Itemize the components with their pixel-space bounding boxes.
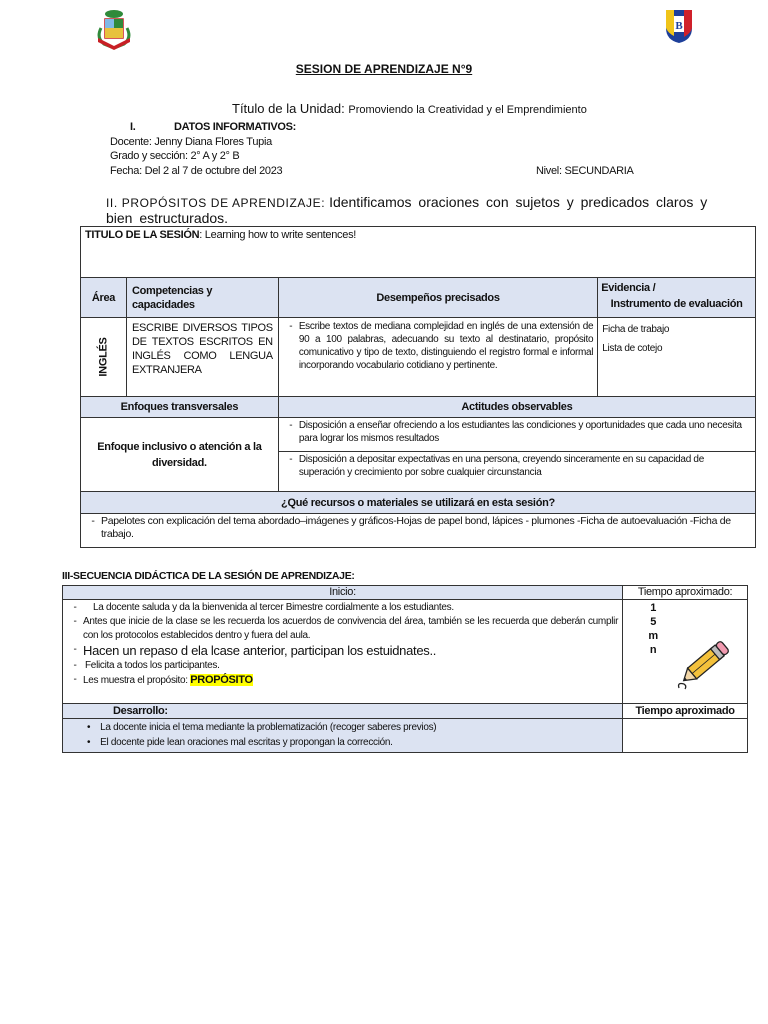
- propositos-label: II. PROPÓSITOS DE APRENDIZAJE:: [106, 196, 326, 210]
- tiempo-header-2: Tiempo aproximado: [623, 704, 748, 719]
- unit-value: Promoviendo la Creatividad y el Emprendimiento: [348, 104, 587, 116]
- datos-heading: DATOS INFORMATIVOS:: [174, 121, 297, 133]
- evidencia-2: Lista de cotejo: [602, 343, 663, 354]
- inicio-header: Inicio:: [63, 586, 623, 600]
- grado-line: Grado y sección: 2° A y 2° B: [110, 150, 240, 162]
- desarrollo-item: • El docente pide lean oraciones mal escritas y propongan la corrección.: [87, 737, 393, 748]
- session-title-label: TITULO DE LA SESIÓN: [85, 229, 200, 241]
- svg-text:B: B: [675, 20, 683, 32]
- unit-label: Título de la Unidad:: [232, 101, 345, 116]
- inicio-item: - Antes que inicie de la clase se les recuerda los acuerdos de convivencia del área, también se les recuerda que deberán cumplir con los protocolos establecidos dentro y fuera del aula.: [73, 616, 619, 641]
- desarrollo-tiempo-cell: [623, 719, 748, 753]
- nivel-line: Nivel: SECUNDARIA: [536, 165, 634, 177]
- area-value: INGLÉS: [97, 337, 110, 377]
- actitud-1-cell: - Disposición a enseñar ofreciendo a los estudiantes las condiciones y oportunidades que cada uno necesita para lograr los mismos resultados: [278, 418, 755, 452]
- desempeno-cell: - Escribe textos de mediana complejidad en inglés de una extensión de 90 a 100 palabras, adecuando su texto al destinatario, propósito comunicativo y tipo de texto, distinguiendo el registro formal e informal incorporando vocabulario cotidiano y pertinente.: [278, 318, 597, 397]
- page-title: [0, 62, 768, 76]
- propositos-value: Identificamos oraciones con sujetos y predicados claros y bien estructurados.: [106, 194, 708, 226]
- session-title-cell: [81, 227, 756, 278]
- col-header-area: Área: [81, 278, 127, 318]
- datos-heading-number: I.: [130, 121, 136, 133]
- desempeno-text: Escribe textos de mediana complejidad en inglés de una extensión de 90 a 100 palabras, adecuando su texto al destinatario, propósito comunicativo y tipo de texto, distinguiendo el registro formal e informal incorporando vocabulario cotidiano y pertinente.: [298, 321, 594, 371]
- school-shield-icon: [664, 8, 694, 44]
- actitud-1-text: Disposición a enseñar ofreciendo a los estudiantes las condiciones y oportunidades que cada uno necesita para lograr los mismos resultados: [298, 420, 742, 444]
- docente-line: Docente: Jenny Diana Flores Tupia: [110, 136, 272, 148]
- inicio-item: - Felicita a todos los participantes.: [73, 660, 220, 671]
- fecha-line: Fecha: Del 2 al 7 de octubre del 2023: [110, 165, 283, 177]
- recursos-header: ¿Qué recursos o materiales se utilizará en esta sesión?: [81, 492, 756, 514]
- col-header-competencias: Competencias y capacidades: [126, 278, 278, 318]
- desarrollo-header: Desarrollo:: [63, 704, 623, 719]
- secuencia-table: [62, 585, 748, 753]
- col-header-evidencia: [598, 278, 756, 318]
- desarrollo-cell: [63, 719, 623, 753]
- desarrollo-item: • La docente inicia el tema mediante la problematización (recoger saberes previos): [87, 722, 437, 733]
- tiempo-cell: [623, 600, 748, 704]
- evidencia-cell: [598, 318, 756, 397]
- evidencia-header-line2: Instrumento de evaluación: [610, 298, 743, 310]
- secuencia-heading: III-SECUENCIA DIDÁCTICA DE LA SESIÓN DE APRENDIZAJE:: [62, 570, 355, 582]
- tiempo-header: Tiempo aproximado:: [623, 586, 748, 600]
- actitud-2-text: Disposición a depositar expectativas en una persona, creyendo sinceramente en su capacidad de superación y crecimiento por sobre cualquier circunstancia: [298, 454, 704, 478]
- tiempo-value: 1 5 m n: [648, 602, 658, 656]
- peru-coat-of-arms-icon: [92, 8, 136, 50]
- enfoques-header: Enfoques transversales: [81, 397, 279, 418]
- inicio-cell: [63, 600, 623, 704]
- area-cell: [81, 318, 127, 397]
- recursos-text: Papelotes con explicación del tema abordado–imágenes y gráficos-Hojas de papel bond, lápices - plumones -Ficha de autoevaluación -Ficha de trabajo.: [101, 515, 731, 540]
- inicio-item: - Les muestra el propósito: PROPÓSITO: [73, 674, 253, 686]
- inicio-item: - La docente saluda y da la bienvenida al tercer Bimestre cordialmente a los estudiantes.: [73, 602, 454, 613]
- actitud-2-cell: - Disposición a depositar expectativas en una persona, creyendo sinceramente en su capacidad de superación y crecimiento por sobre cualquier circunstancia: [278, 452, 755, 492]
- pencil-icon: [675, 634, 733, 697]
- competencia-cell: ESCRIBE DIVERSOS TIPOS DE TEXTOS ESCRITOS EN INGLÉS COMO LENGUA EXTRANJERA: [126, 318, 278, 397]
- session-title: SESION DE APRENDIZAJE N°9: [295, 62, 473, 76]
- col-header-desempenos: Desempeños precisados: [278, 278, 597, 318]
- proposito-highlight: PROPÓSITO: [190, 674, 253, 686]
- inicio-item: - Hacen un repaso d ela lcase anterior, participan los estuidnates..: [73, 643, 437, 658]
- recursos-cell: - Papelotes con explicación del tema abordado–imágenes y gráficos-Hojas de papel bond, lápices - plumones -Ficha de autoevaluación -Ficha de trabajo.: [81, 514, 756, 548]
- session-table: [80, 226, 756, 548]
- actitudes-header: Actitudes observables: [278, 397, 755, 418]
- enfoque-cell: Enfoque inclusivo o atención a la diversidad.: [81, 418, 279, 492]
- evidencia-1: Ficha de trabajo: [602, 324, 670, 335]
- unit-line: [232, 101, 587, 116]
- session-title-value: : Learning how to write sentences!: [199, 229, 357, 241]
- propositos: [106, 195, 732, 226]
- evidencia-header-line1: Evidencia /: [601, 282, 656, 294]
